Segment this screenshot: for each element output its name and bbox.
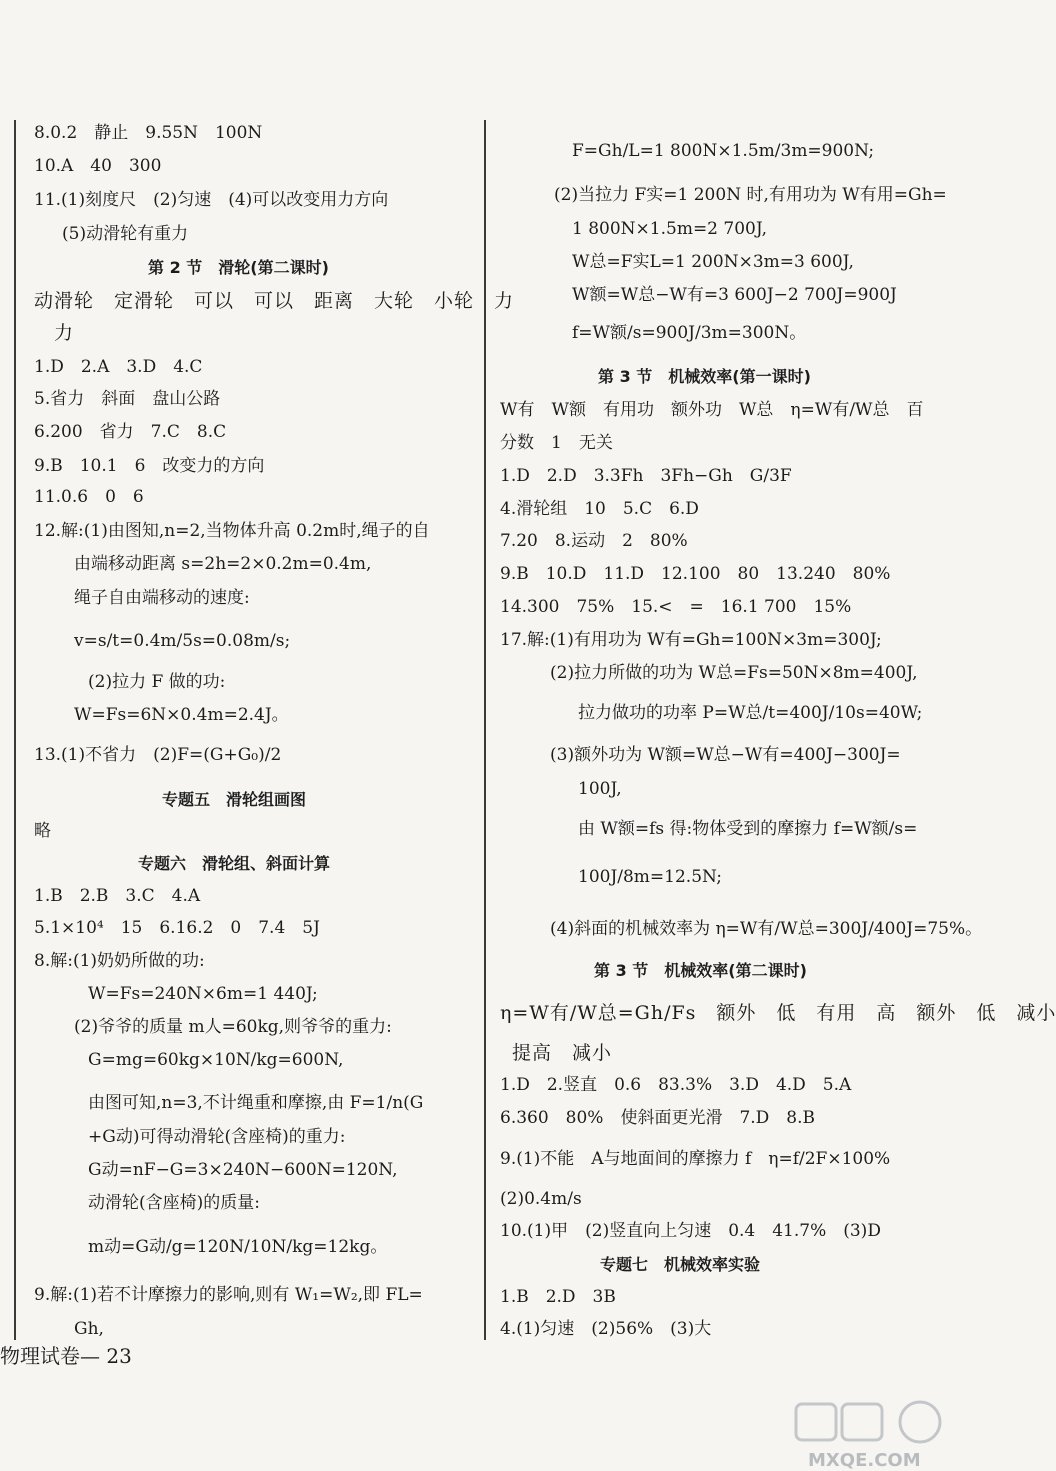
- answer-line: 9.B 10.1 6 改变力的方向: [34, 456, 265, 476]
- answer-line: 5.省力 斜面 盘山公路: [34, 389, 221, 409]
- answer-line: W额=W总−W有=3 600J−2 700J=900J: [572, 285, 897, 305]
- answer-line: 8.解:(1)奶奶所做的功:: [34, 951, 205, 971]
- answer-line: 分数 1 无关: [500, 433, 613, 453]
- answer-line: W=Fs=240N×6m=1 440J;: [88, 984, 318, 1004]
- formula-line: (4)斜面的机械效率为 η=W有/W总=300J/400J=75%。: [550, 919, 983, 939]
- answer-line: 100J,: [578, 779, 622, 799]
- answer-line: (5)动滑轮有重力: [62, 224, 189, 244]
- answer-line: 1.D 2.A 3.D 4.C: [34, 357, 203, 377]
- formula-line: m动=G动/g=120N/10N/kg=12kg。: [88, 1237, 388, 1257]
- answer-line: 1.D 2.竖直 0.6 83.3% 3.D 4.D 5.A: [500, 1075, 852, 1095]
- answer-line: 8.0.2 静止 9.55N 100N: [34, 123, 263, 143]
- answer-line: 13.(1)不省力 (2)F=(G+G₀)/2: [34, 745, 282, 765]
- answer-line: 4.(1)匀速 (2)56% (3)大: [500, 1319, 712, 1339]
- page-footer: 物理试卷— 23: [0, 1344, 132, 1368]
- answer-line: G=mg=60kg×10N/kg=600N,: [88, 1050, 344, 1070]
- section-heading: 专题五 滑轮组画图: [162, 790, 307, 809]
- answer-line: 由图可知,n=3,不计绳重和摩擦,由 F=1/n(G: [88, 1093, 424, 1113]
- answer-line: (2)0.4m/s: [500, 1189, 582, 1209]
- left-margin-rule: [14, 120, 16, 1340]
- formula-line: f=W额/s=900J/3m=300N。: [572, 323, 807, 343]
- formula-line: F=Gh/L=1 800N×1.5m/3m=900N;: [572, 141, 875, 161]
- answer-line: (2)当拉力 F实=1 200N 时,有用功为 W有用=Gh=: [554, 185, 947, 205]
- answer-line: 提高 减小: [512, 1042, 613, 1064]
- answer-line: (3)额外功为 W额=W总−W有=400J−300J=: [550, 745, 901, 765]
- answer-line: 9.(1)不能 A与地面间的摩擦力 f η=f/2F×100%: [500, 1149, 891, 1169]
- answer-line: 1.B 2.D 3B: [500, 1287, 616, 1307]
- answer-line: 动滑轮 定滑轮 可以 可以 距离 大轮 小轮 力: [34, 290, 515, 312]
- section-heading: 第 3 节 机械效率(第二课时): [594, 961, 807, 980]
- answer-line: 10.(1)甲 (2)竖直向上匀速 0.4 41.7% (3)D: [500, 1221, 881, 1241]
- answer-line: (2)爷爷的质量 m人=60kg,则爷爷的重力:: [74, 1017, 392, 1037]
- watermark-logo: [790, 1400, 990, 1470]
- answer-line: 14.300 75% 15.< = 16.1 700 15%: [500, 597, 852, 617]
- answer-line: W=Fs=6N×0.4m=2.4J。: [74, 705, 289, 725]
- answer-line: 11.(1)刻度尺 (2)匀速 (4)可以改变用力方向: [34, 190, 389, 210]
- answer-line: 11.0.6 0 6: [34, 487, 144, 507]
- answer-line: 4.滑轮组 10 5.C 6.D: [500, 499, 699, 519]
- section-heading: 专题六 滑轮组、斜面计算: [138, 854, 331, 873]
- answer-line: (2)拉力所做的功为 W总=Fs=50N×8m=400J,: [550, 663, 918, 683]
- answer-line: 略: [34, 821, 51, 841]
- answer-line: 由 W额=fs 得:物体受到的摩擦力 f=W额/s=: [578, 819, 918, 839]
- formula-line: 拉力做功的功率 P=W总/t=400J/10s=40W;: [578, 703, 923, 723]
- answer-line: 1.B 2.B 3.C 4.A: [34, 886, 201, 906]
- answer-line: 17.解:(1)有用功为 W有=Gh=100N×3m=300J;: [500, 630, 882, 650]
- answer-line: W总=F实L=1 200N×3m=3 600J,: [572, 252, 854, 272]
- formula-line: v=s/t=0.4m/5s=0.08m/s;: [74, 631, 291, 651]
- section-heading: 第 2 节 滑轮(第二课时): [148, 258, 329, 277]
- answer-line: 1.D 2.D 3.3Fh 3Fh−Gh G/3F: [500, 466, 792, 486]
- answer-line: 力: [54, 322, 75, 344]
- section-heading: 第 3 节 机械效率(第一课时): [598, 367, 811, 386]
- answer-line: 12.解:(1)由图知,n=2,当物体升高 0.2m时,绳子的自: [34, 521, 430, 541]
- answer-line: 9.解:(1)若不计摩擦力的影响,则有 W₁=W₂,即 FL=: [34, 1285, 423, 1305]
- answer-line: 1 800N×1.5m=2 700J,: [572, 219, 768, 239]
- answer-line: 6.200 省力 7.C 8.C: [34, 422, 227, 442]
- formula-line: 100J/8m=12.5N;: [578, 867, 723, 887]
- answer-line: Gh,: [74, 1319, 104, 1339]
- formula-line: η=W有/W总=Gh/Fs 额外 低 有用 高 额外 低 减小: [500, 1002, 1056, 1024]
- answer-line: 6.360 80% 使斜面更光滑 7.D 8.B: [500, 1108, 816, 1128]
- svg-text:MXQE.COM: MXQE.COM: [808, 1450, 921, 1471]
- answer-line: 动滑轮(含座椅)的质量:: [88, 1193, 260, 1213]
- answer-line: 7.20 8.运动 2 80%: [500, 531, 688, 551]
- answer-line: +G动)可得动滑轮(含座椅)的重力:: [88, 1127, 346, 1147]
- answer-line: W有 W额 有用功 额外功 W总 η=W有/W总 百: [500, 400, 924, 420]
- answer-line: 5.1×10⁴ 15 6.16.2 0 7.4 5J: [34, 918, 320, 938]
- answer-line: (2)拉力 F 做的功:: [88, 672, 226, 692]
- section-heading: 专题七 机械效率实验: [600, 1255, 761, 1274]
- answer-line: 10.A 40 300: [34, 156, 162, 176]
- answer-line: 9.B 10.D 11.D 12.100 80 13.240 80%: [500, 564, 891, 584]
- answer-line: 由端移动距离 s=2h=2×0.2m=0.4m,: [74, 554, 372, 574]
- answer-line: G动=nF−G=3×240N−600N=120N,: [88, 1160, 398, 1180]
- answer-line: 绳子自由端移动的速度:: [74, 588, 250, 608]
